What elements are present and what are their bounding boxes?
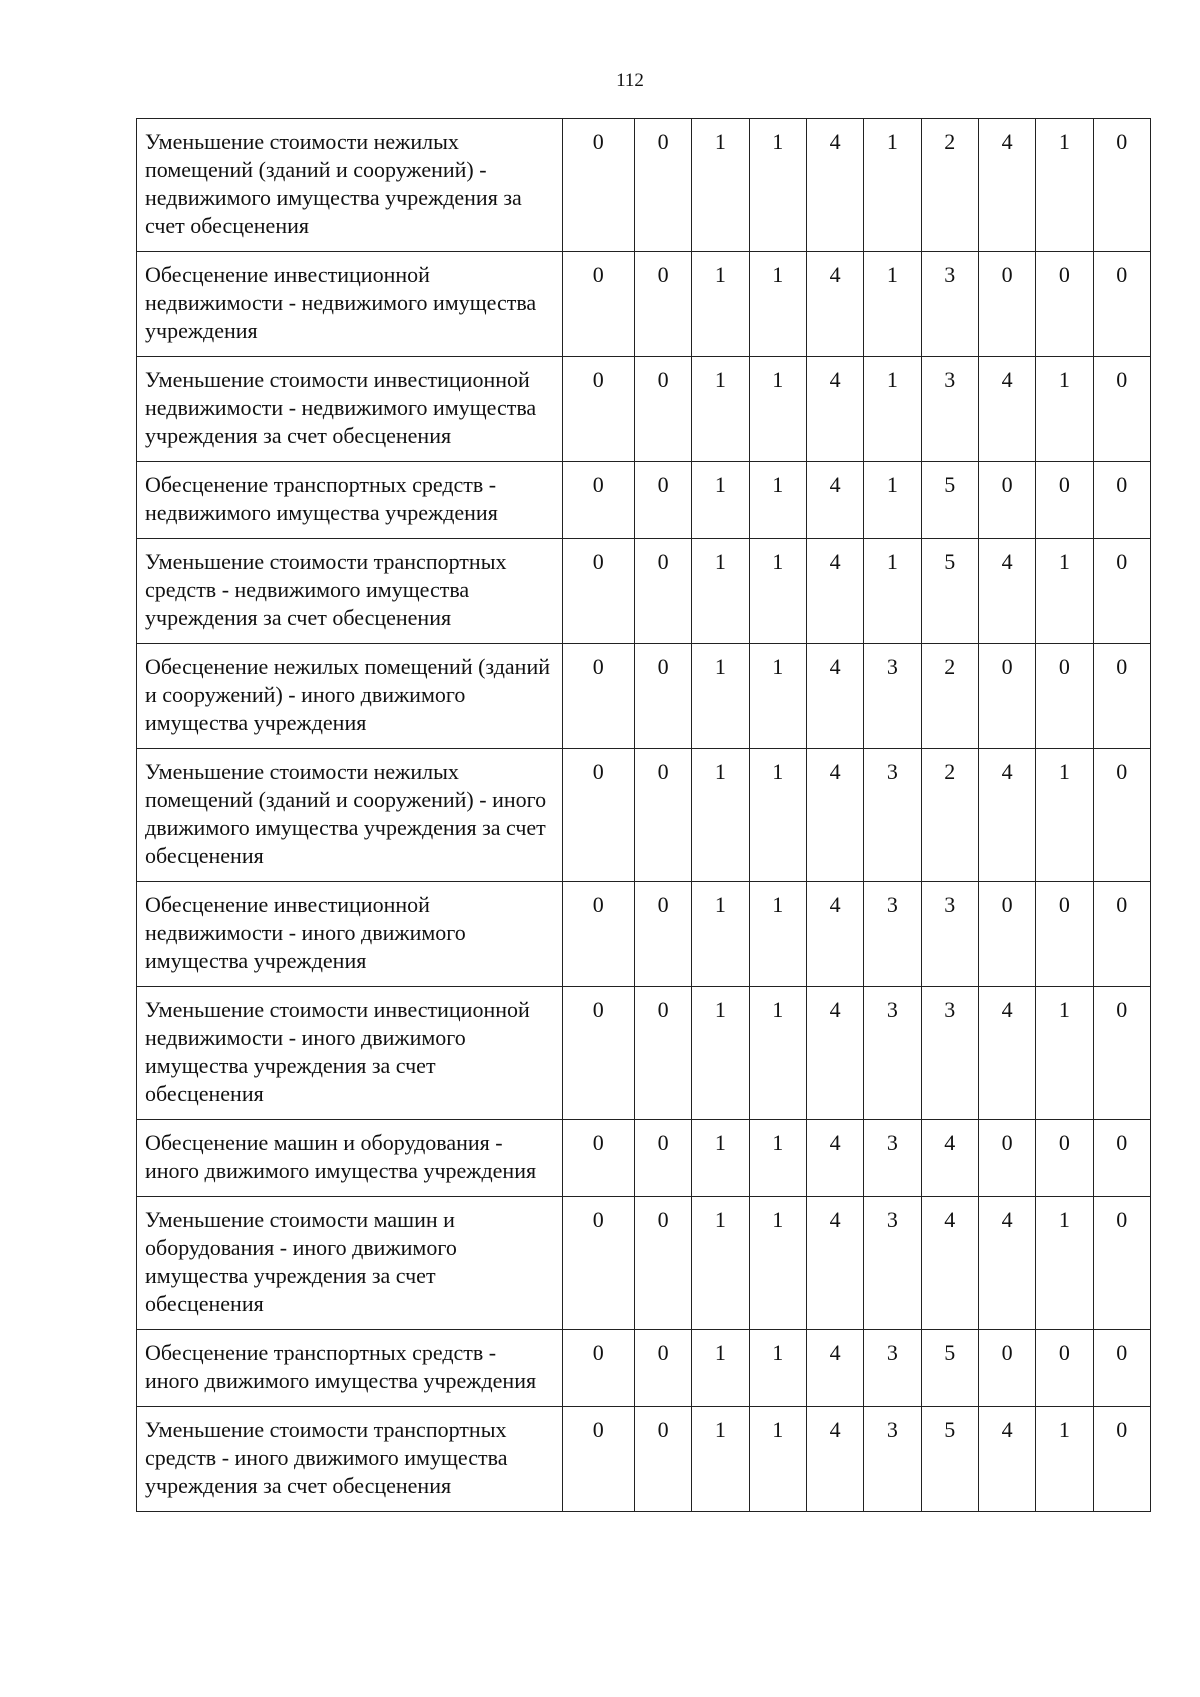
- code-digit-cell: 3: [921, 357, 978, 462]
- code-digit-cell: 0: [1036, 252, 1093, 357]
- table-row: [137, 119, 1151, 252]
- code-digit-cell: 0: [634, 1120, 691, 1197]
- code-digit-cell: 3: [921, 882, 978, 987]
- code-digit-cell: 1: [692, 882, 749, 987]
- code-digit-cell: 1: [1036, 987, 1093, 1120]
- code-digit-cell: 0: [1036, 882, 1093, 987]
- code-digit-cell: 1: [749, 882, 806, 987]
- code-digit-cell: 0: [1093, 749, 1150, 882]
- code-digit-cell: 0: [634, 1197, 691, 1330]
- code-digit-cell: 3: [864, 644, 921, 749]
- row-description: Уменьшение стоимости транспортных средств - недвижимого имущества учреждения за счет обесценения: [137, 539, 563, 644]
- code-digit-cell: 0: [562, 882, 634, 987]
- code-digit-cell: 0: [1036, 1120, 1093, 1197]
- code-digit-cell: 1: [692, 119, 749, 252]
- code-digit-cell: 2: [921, 749, 978, 882]
- row-description: Уменьшение стоимости нежилых помещений (зданий и сооружений) - недвижимого имущества учреждения за счет обесценения: [137, 119, 563, 252]
- code-digit-cell: 1: [692, 462, 749, 539]
- code-digit-cell: 1: [749, 1330, 806, 1407]
- code-digit-cell: 0: [634, 987, 691, 1120]
- code-digit-cell: 4: [978, 357, 1035, 462]
- code-digit-cell: 1: [1036, 357, 1093, 462]
- table-body: [137, 119, 1151, 1512]
- code-digit-cell: 0: [562, 1330, 634, 1407]
- code-digit-cell: 1: [749, 1407, 806, 1512]
- table-row: [137, 987, 1151, 1120]
- code-digit-cell: 1: [692, 644, 749, 749]
- row-description: Уменьшение стоимости транспортных средств - иного движимого имущества учреждения за счет обесценения: [137, 1407, 563, 1512]
- table-row: [137, 462, 1151, 539]
- code-digit-cell: 0: [562, 1407, 634, 1512]
- code-digit-cell: 0: [634, 644, 691, 749]
- code-digit-cell: 0: [562, 357, 634, 462]
- code-digit-cell: 1: [1036, 119, 1093, 252]
- code-digit-cell: 0: [1093, 644, 1150, 749]
- code-digit-cell: 1: [692, 1330, 749, 1407]
- code-digit-cell: 0: [978, 462, 1035, 539]
- table-row: [137, 252, 1151, 357]
- page-number: 112: [616, 70, 644, 91]
- code-digit-cell: 0: [1093, 1120, 1150, 1197]
- table-row: [137, 882, 1151, 987]
- code-digit-cell: 0: [1036, 644, 1093, 749]
- code-digit-cell: 1: [749, 119, 806, 252]
- code-digit-cell: 1: [692, 539, 749, 644]
- code-digit-cell: 0: [978, 252, 1035, 357]
- code-digit-cell: 0: [562, 644, 634, 749]
- code-digit-cell: 3: [864, 749, 921, 882]
- code-digit-cell: 1: [692, 749, 749, 882]
- code-digit-cell: 3: [864, 987, 921, 1120]
- code-digit-cell: 0: [1093, 462, 1150, 539]
- code-digit-cell: 0: [1093, 252, 1150, 357]
- table-row: [137, 1197, 1151, 1330]
- code-digit-cell: 0: [1093, 987, 1150, 1120]
- code-digit-cell: 1: [749, 987, 806, 1120]
- code-digit-cell: 0: [1093, 539, 1150, 644]
- code-digit-cell: 1: [749, 749, 806, 882]
- code-digit-cell: 0: [1093, 1197, 1150, 1330]
- code-digit-cell: 1: [749, 252, 806, 357]
- code-digit-cell: 1: [749, 357, 806, 462]
- code-digit-cell: 0: [562, 119, 634, 252]
- code-digit-cell: 4: [806, 1197, 863, 1330]
- code-digit-cell: 4: [806, 119, 863, 252]
- code-digit-cell: 5: [921, 539, 978, 644]
- table-row: [137, 539, 1151, 644]
- code-digit-cell: 3: [921, 252, 978, 357]
- code-digit-cell: 0: [1093, 357, 1150, 462]
- code-digit-cell: 0: [634, 539, 691, 644]
- code-digit-cell: 0: [1093, 119, 1150, 252]
- code-digit-cell: 1: [692, 1197, 749, 1330]
- table-row: [137, 644, 1151, 749]
- code-digit-cell: 4: [806, 1120, 863, 1197]
- code-digit-cell: 1: [1036, 1407, 1093, 1512]
- code-digit-cell: 0: [634, 749, 691, 882]
- code-digit-cell: 3: [864, 1407, 921, 1512]
- code-digit-cell: 1: [692, 252, 749, 357]
- code-digit-cell: 1: [692, 1407, 749, 1512]
- code-digit-cell: 4: [978, 987, 1035, 1120]
- code-digit-cell: 4: [806, 252, 863, 357]
- code-digit-cell: 4: [806, 644, 863, 749]
- code-digit-cell: 0: [562, 539, 634, 644]
- code-digit-cell: 0: [562, 987, 634, 1120]
- code-digit-cell: 0: [562, 749, 634, 882]
- code-digit-cell: 4: [806, 1330, 863, 1407]
- code-digit-cell: 5: [921, 1407, 978, 1512]
- code-digit-cell: 0: [634, 1330, 691, 1407]
- code-digit-cell: 4: [806, 882, 863, 987]
- row-description: Обесценение инвестиционной недвижимости - недвижимого имущества учреждения: [137, 252, 563, 357]
- code-digit-cell: 1: [864, 539, 921, 644]
- code-digit-cell: 3: [864, 1330, 921, 1407]
- code-digit-cell: 5: [921, 1330, 978, 1407]
- row-description: Обесценение нежилых помещений (зданий и сооружений) - иного движимого имущества учреждения: [137, 644, 563, 749]
- code-digit-cell: 4: [978, 1197, 1035, 1330]
- code-digit-cell: 4: [921, 1197, 978, 1330]
- code-digit-cell: 0: [634, 882, 691, 987]
- code-digit-cell: 0: [634, 462, 691, 539]
- code-digit-cell: 1: [749, 1120, 806, 1197]
- table-row: [137, 357, 1151, 462]
- code-digit-cell: 2: [921, 644, 978, 749]
- code-digit-cell: 1: [864, 357, 921, 462]
- code-digit-cell: 0: [562, 462, 634, 539]
- row-description: Обесценение транспортных средств - иного движимого имущества учреждения: [137, 1330, 563, 1407]
- table-row: [137, 749, 1151, 882]
- code-digit-cell: 4: [806, 462, 863, 539]
- code-digit-cell: 4: [978, 749, 1035, 882]
- account-code-table: [136, 118, 1151, 1512]
- code-digit-cell: 0: [562, 252, 634, 357]
- code-digit-cell: 1: [692, 1120, 749, 1197]
- row-description: Обесценение машин и оборудования - иного движимого имущества учреждения: [137, 1120, 563, 1197]
- code-digit-cell: 3: [921, 987, 978, 1120]
- code-digit-cell: 1: [749, 539, 806, 644]
- code-digit-cell: 0: [634, 1407, 691, 1512]
- code-digit-cell: 1: [749, 462, 806, 539]
- code-digit-cell: 1: [864, 119, 921, 252]
- code-digit-cell: 3: [864, 1197, 921, 1330]
- code-digit-cell: 2: [921, 119, 978, 252]
- code-digit-cell: 0: [1093, 1330, 1150, 1407]
- code-digit-cell: 4: [978, 539, 1035, 644]
- code-digit-cell: 0: [1093, 1407, 1150, 1512]
- code-digit-cell: 4: [921, 1120, 978, 1197]
- code-digit-cell: 3: [864, 1120, 921, 1197]
- code-digit-cell: 4: [978, 1407, 1035, 1512]
- code-digit-cell: 4: [978, 119, 1035, 252]
- code-digit-cell: 4: [806, 539, 863, 644]
- code-digit-cell: 0: [1036, 1330, 1093, 1407]
- code-digit-cell: 0: [634, 119, 691, 252]
- code-digit-cell: 3: [864, 882, 921, 987]
- code-digit-cell: 1: [1036, 1197, 1093, 1330]
- code-digit-cell: 0: [978, 644, 1035, 749]
- code-digit-cell: 0: [978, 1120, 1035, 1197]
- code-digit-cell: 0: [562, 1197, 634, 1330]
- row-description: Обесценение транспортных средств - недвижимого имущества учреждения: [137, 462, 563, 539]
- code-digit-cell: 0: [634, 357, 691, 462]
- row-description: Уменьшение стоимости нежилых помещений (зданий и сооружений) - иного движимого имущества учреждения за счет обесценения: [137, 749, 563, 882]
- code-digit-cell: 4: [806, 987, 863, 1120]
- row-description: Уменьшение стоимости машин и оборудования - иного движимого имущества учреждения за счет обесценения: [137, 1197, 563, 1330]
- code-digit-cell: 5: [921, 462, 978, 539]
- code-digit-cell: 1: [864, 252, 921, 357]
- code-digit-cell: 4: [806, 749, 863, 882]
- table-row: [137, 1120, 1151, 1197]
- code-digit-cell: 0: [634, 252, 691, 357]
- code-digit-cell: 0: [978, 1330, 1035, 1407]
- code-digit-cell: 1: [1036, 749, 1093, 882]
- code-digit-cell: 4: [806, 357, 863, 462]
- code-digit-cell: 0: [1036, 462, 1093, 539]
- row-description: Обесценение инвестиционной недвижимости - иного движимого имущества учреждения: [137, 882, 563, 987]
- code-digit-cell: 4: [806, 1407, 863, 1512]
- code-digit-cell: 1: [692, 987, 749, 1120]
- code-digit-cell: 1: [749, 1197, 806, 1330]
- row-description: Уменьшение стоимости инвестиционной недвижимости - иного движимого имущества учреждения за счет обесценения: [137, 987, 563, 1120]
- code-digit-cell: 0: [1093, 882, 1150, 987]
- code-digit-cell: 1: [692, 357, 749, 462]
- code-digit-cell: 1: [1036, 539, 1093, 644]
- row-description: Уменьшение стоимости инвестиционной недвижимости - недвижимого имущества учреждения за счет обесценения: [137, 357, 563, 462]
- table-row: [137, 1330, 1151, 1407]
- code-digit-cell: 0: [562, 1120, 634, 1197]
- code-digit-cell: 0: [978, 882, 1035, 987]
- code-digit-cell: 1: [864, 462, 921, 539]
- code-digit-cell: 1: [749, 644, 806, 749]
- table-row: [137, 1407, 1151, 1512]
